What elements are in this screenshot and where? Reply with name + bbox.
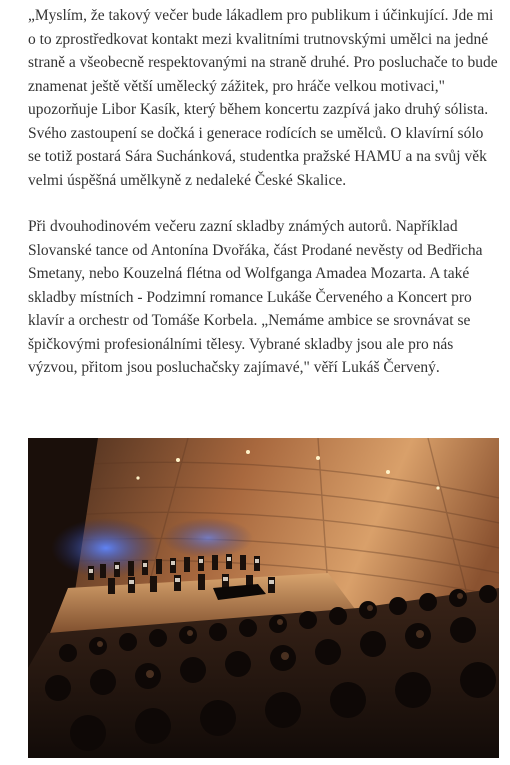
blue-stage-light: [163, 518, 253, 558]
article-paragraph: Při dvouhodinovém večeru zazní skladby známých autorů. Například Slovanské tance od Antonína Dvořáka, část Prodané nevěsty od Bedřicha Smetany, nebo Kouzelná flétna od Wolfganga Amadea Mozarta. A také skladby místních - Podzimní romance Lukáše Červeného a Koncert pro klavír a orchestr od Tomáše Korbela. „Nemáme ambice se srovnávat se špičkovými profesionálními tělesy. Vybrané skladby jsou ale pro nás výzvou, přitom jsou posluchačsky zajímavé," věří Lukáš Červený.: [28, 218, 483, 376]
article-body: [28, 4, 498, 403]
concert-hall-illustration: [28, 438, 499, 758]
article-paragraph: „Myslím, že takový večer bude lákadlem pro publikum i účinkující. Jde mi o to zprostředkovat kontakt mezi kvalitními trutnovskými umělci na jedné straně a všeobecně respektovanými na straně druhé. Pro posluchače to bude znamenat ještě větší umělecký zážitek, pro hráče velkou motivaci," upozorňuje Libor Kasík, který během koncertu zazpívá jako druhý sólista. Svého zastoupení se dočká i generace rodících se umělců. O klavírní sólo se totiž postará Sára Suchánková, studentka pražské HAMU a na svůj věk velmi úspěšná umělkyně z nedaleké České Skalice.: [28, 7, 498, 189]
concert-hall-photo: [28, 438, 499, 758]
